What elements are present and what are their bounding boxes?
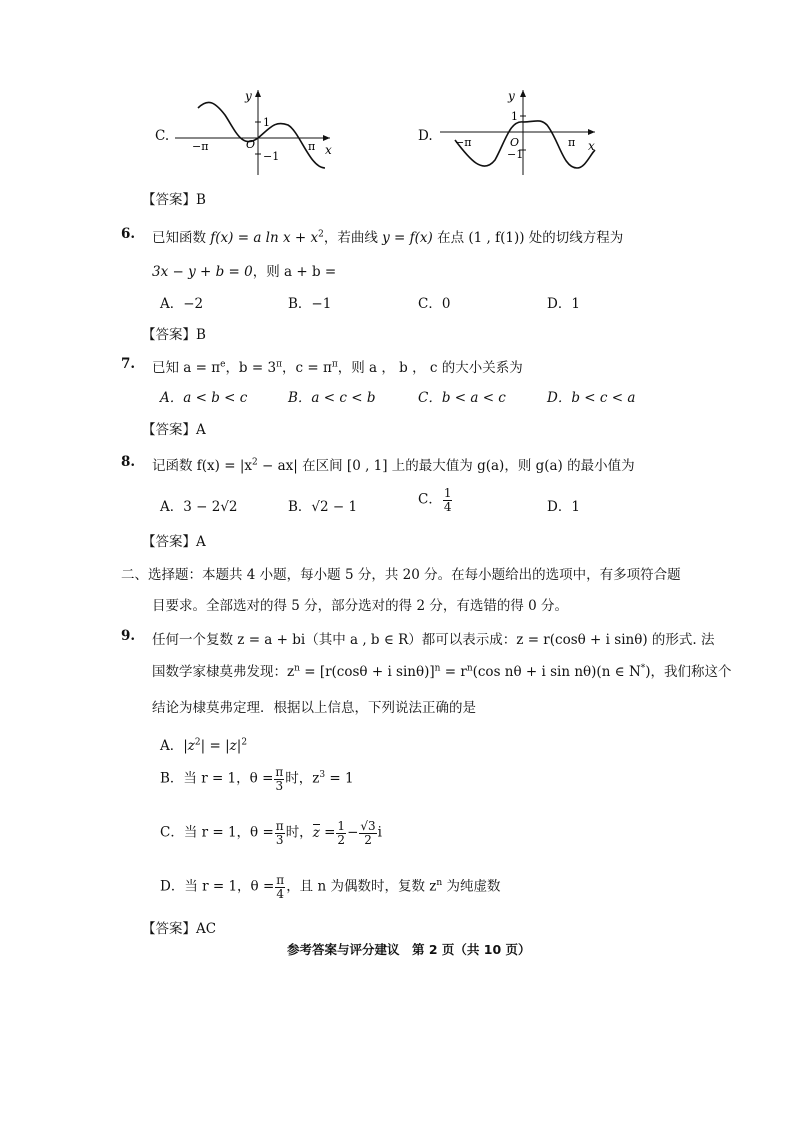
q8-option-d: D．1	[547, 499, 580, 515]
section-2-heading: 二、选择题：本题共 4 小题，每小题 5 分，共 20 分。在每小题给出的选项中，有多项符合题	[121, 567, 681, 583]
q6-line1	[152, 226, 623, 246]
graph-c-pi: π	[308, 140, 316, 153]
q9-option-c-half	[336, 820, 346, 846]
q9-option-a-text2: | = |z|	[200, 738, 242, 754]
q9-option-c-theta-fraction	[275, 820, 285, 846]
q9-option-b-exp: 3	[319, 770, 326, 781]
fraction-denominator: 2	[337, 832, 346, 847]
graph-c-y-label: y	[245, 89, 252, 103]
q8-option-c	[418, 487, 453, 513]
q9-text-d: (cos nθ + i sin nθ)(n ∈ N	[472, 664, 641, 680]
q8-answer	[142, 530, 206, 550]
q8-answer-value: A	[196, 534, 206, 550]
graph-c-curve	[198, 102, 325, 168]
q6-option-c: C．0	[418, 296, 451, 312]
q6-answer	[142, 323, 206, 343]
q6-text-b: ，若曲线	[323, 230, 383, 246]
q7-exp-pi2: π	[331, 359, 338, 370]
graph-c-x-label: x	[325, 143, 332, 157]
answer-label: 【答案】	[142, 534, 196, 550]
q9-exp-n3: n	[466, 663, 473, 674]
q8-number: 8.	[121, 454, 136, 470]
q7-answer-value: A	[196, 422, 206, 438]
q9-option-d-text-b: ，且 n 为偶数时，复数 z	[286, 878, 437, 895]
q8-option-c-fraction	[443, 487, 453, 513]
fraction-numerator: 1	[337, 819, 346, 833]
graph-c-one: 1	[263, 116, 270, 129]
q9-option-b-text: B．当 r = 1，θ =	[160, 770, 274, 787]
q8-stem	[152, 454, 635, 474]
q9-option-a-text: |z	[183, 738, 195, 754]
q8-option-b: B．√2 − 1	[288, 499, 358, 515]
q7-text-d: ，则 a ， b ， c 的大小关系为	[337, 360, 523, 376]
q6-line2	[152, 260, 336, 280]
fraction-numerator: π	[275, 819, 284, 833]
q9-option-d-text: D．当 r = 1，θ =	[160, 878, 275, 895]
q9-option-a-exp2: 2	[241, 737, 248, 748]
graph-d-y-arrow	[520, 90, 526, 97]
q6-text-c: 在点 (1 , f(1)) 处的切线方程为	[432, 230, 624, 246]
q7-answer	[142, 418, 206, 438]
q7-text-b: ，b = 3	[225, 360, 277, 376]
graph-d	[435, 80, 615, 180]
answer-label: 【答案】	[142, 921, 196, 937]
graph-d-neg-pi: −π	[455, 136, 472, 149]
q9-line2	[152, 660, 732, 680]
q9-option-c-minus: −	[347, 824, 359, 841]
graph-d-origin: O	[510, 136, 520, 149]
graph-c-neg-pi: −π	[192, 140, 209, 153]
q6-curve: y = f(x)	[382, 230, 433, 246]
q7-stem	[152, 356, 523, 376]
answer-label: 【答案】	[142, 192, 196, 208]
fraction-numerator: π	[276, 873, 285, 887]
q9-option-d	[160, 874, 500, 900]
page-footer: 参考答案与评分建议 第 2 页（共 10 页）	[287, 942, 531, 957]
fraction-denominator: 4	[443, 499, 452, 514]
q8-text-b: − ax| 在区间 [0 , 1] 上的最大值为 g(a)，则 g(a) 的最小值为	[257, 458, 635, 474]
fraction-numerator: 1	[443, 486, 452, 500]
q9-answer	[142, 917, 216, 937]
graph-c-origin: O	[246, 138, 256, 151]
q9-line1: 任何一个复数 z = a + bi（其中 a , b ∈ R）都可以表示成：z = r(cosθ + i sinθ) 的形式. 法	[152, 632, 715, 648]
q7-text-c: ，c = π	[281, 360, 332, 376]
q9-option-c-eq: =	[319, 824, 336, 841]
q9-option-c-text: C．当 r = 1，θ =	[160, 824, 274, 841]
graph-d-minus-one: −1	[507, 148, 524, 161]
q9-option-b-text-b: 时，z	[285, 770, 320, 787]
q6-exponent: 2	[318, 229, 324, 240]
q8-text-a: 记函数 f(x) = |x	[152, 458, 252, 474]
q6-number: 6.	[121, 226, 136, 242]
q9-option-a-exp: 2	[194, 737, 201, 748]
q9-option-d-text-c: 为纯虚数	[442, 878, 501, 895]
graph-c	[170, 80, 350, 180]
q6-option-d: D．1	[547, 296, 580, 312]
q9-option-b	[160, 766, 354, 792]
q9-exp-n2: n	[434, 663, 441, 674]
graph-d-x-label: x	[588, 139, 595, 153]
q7-option-c: C．b < a < c	[418, 390, 506, 406]
graph-d-label: D.	[418, 128, 433, 144]
q5-answer	[142, 188, 206, 208]
q6-text-d: ，则 a + b =	[252, 264, 337, 280]
fraction-numerator: √3	[360, 819, 376, 833]
q7-exp-pi1: π	[276, 359, 282, 370]
q9-option-d-exp: n	[436, 878, 443, 889]
graph-c-x-arrow	[323, 135, 330, 141]
section-2-heading-cont: 目要求。全部选对的得 5 分，部分选对的得 2 分，有选错的得 0 分。	[152, 598, 569, 614]
q9-text-a: 国数学家棣莫弗发现：z	[152, 664, 295, 680]
q9-option-d-fraction	[275, 874, 285, 900]
q9-option-c-text-b: 时，	[285, 824, 313, 841]
q7-option-a: A．a < b < c	[160, 390, 248, 406]
graph-d-x-arrow	[588, 129, 595, 135]
q8-option-c-label: C．	[418, 491, 442, 508]
q9-answer-value: AC	[196, 921, 217, 937]
q6-tangent-equation: 3x − y + b = 0	[152, 264, 253, 280]
fraction-denominator: 4	[276, 886, 285, 901]
q9-text-e: )，我们称这个	[645, 664, 732, 680]
q9-option-c-i: i	[377, 824, 382, 841]
q9-option-b-text-c: = 1	[325, 770, 354, 787]
graph-d-y-label: y	[508, 89, 515, 103]
q9-option-b-fraction	[274, 766, 284, 792]
q9-option-c	[160, 820, 382, 846]
q5-answer-value: B	[196, 192, 206, 208]
answer-label: 【答案】	[142, 327, 196, 343]
graph-c-minus-one: −1	[263, 150, 280, 163]
q6-answer-value: B	[196, 327, 206, 343]
q9-text-c: = r	[440, 664, 467, 680]
fraction-numerator: π	[275, 765, 284, 779]
q8-option-a: A．3 − 2√2	[160, 499, 238, 515]
fraction-denominator: 2	[364, 832, 372, 847]
q7-number: 7.	[121, 356, 136, 372]
answer-label: 【答案】	[142, 422, 196, 438]
q9-option-c-zbar: z	[312, 824, 320, 841]
q9-option-a	[160, 734, 247, 754]
q8-exponent: 2	[252, 457, 258, 468]
q6-option-b: B．−1	[288, 296, 332, 312]
fraction-denominator: 3	[275, 778, 284, 793]
q7-option-d: D．b < c < a	[547, 390, 636, 406]
graph-c-y-arrow	[255, 90, 261, 97]
fraction-denominator: 3	[275, 832, 284, 847]
q9-exp-n1: n	[294, 663, 300, 674]
q6-option-a: A．−2	[160, 296, 204, 312]
graph-d-one: 1	[511, 110, 518, 123]
q9-line3: 结论为棣莫弗定理．根据以上信息，下列说法正确的是	[152, 700, 476, 716]
q9-exp-star: *	[640, 663, 646, 674]
q9-text-b: = [r(cosθ + i sinθ)]	[299, 664, 435, 680]
q9-option-c-sqrt3-half	[359, 820, 376, 846]
q6-text: 已知函数	[152, 230, 211, 246]
q6-function: f(x) = a ln x + x	[210, 230, 319, 246]
q7-exp-e: e	[220, 359, 226, 370]
q9-number: 9.	[121, 628, 136, 644]
q7-option-b: B．a < c < b	[288, 390, 376, 406]
q7-text-a: 已知 a = π	[152, 360, 221, 376]
graph-c-label: C.	[155, 128, 170, 144]
q9-option-a-label: A．	[160, 738, 184, 754]
graph-d-pi: π	[568, 136, 576, 149]
